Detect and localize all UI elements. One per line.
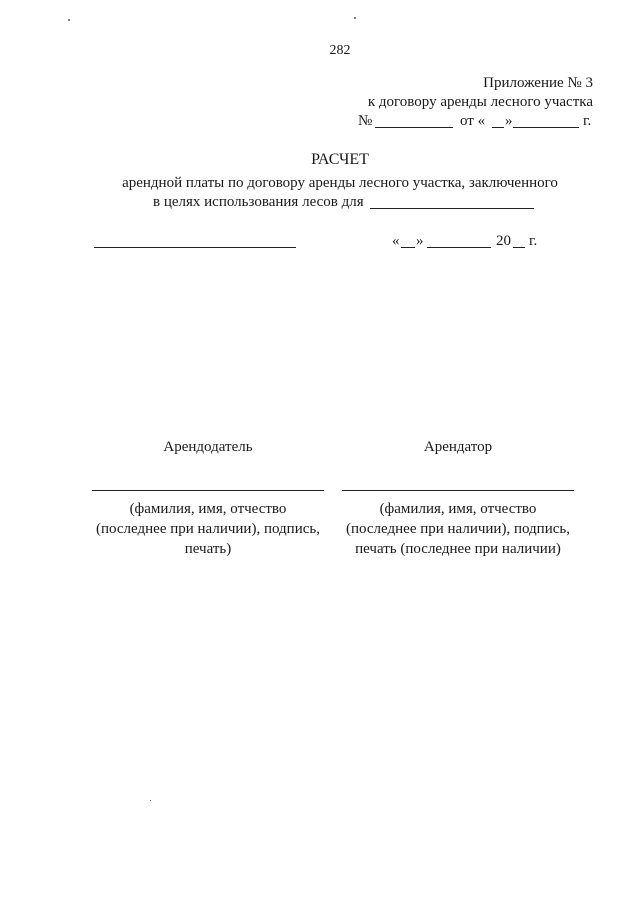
landlord-caption-line3: печать)	[184, 541, 232, 557]
appendix-subtitle: к договору аренды лесного участка	[367, 94, 593, 110]
tenant-caption-line1: (фамилия, имя, отчество	[379, 501, 537, 517]
page-number: 282	[329, 43, 351, 58]
calculation-date	[392, 232, 552, 252]
date-century: 20	[496, 233, 511, 249]
landlord-heading: Арендодатель	[163, 439, 253, 455]
number-sign: №	[358, 113, 373, 129]
purpose-blank	[370, 208, 534, 209]
landlord-caption-line2: (последнее при наличии), подпись,	[96, 521, 320, 537]
contract-month-blank	[513, 127, 579, 128]
date-year-blank	[513, 247, 525, 248]
date-open-quote: «	[392, 233, 400, 249]
year-suffix: г.	[583, 113, 592, 129]
date-close-quote: »	[416, 233, 424, 249]
landlord-caption-line1: (фамилия, имя, отчество	[129, 501, 287, 517]
date-year-suffix: г.	[529, 233, 538, 249]
document-subtitle-line1: арендной платы по договору аренды лесного участка, заключенного	[122, 175, 558, 191]
tenant-caption-line2: (последнее при наличии), подпись,	[346, 521, 570, 537]
scan-speck	[150, 800, 151, 801]
tenant-caption-line3: печать (последнее при наличии)	[355, 541, 561, 557]
tenant-heading: Арендатор	[423, 439, 493, 455]
document-title: РАСЧЕТ	[311, 151, 369, 168]
contract-day-blank	[492, 127, 504, 128]
contract-number-blank	[375, 127, 453, 128]
scan-speck	[68, 19, 70, 21]
landlord-signature-line	[92, 490, 324, 491]
date-month-blank	[427, 247, 491, 248]
purpose-label: в целях использования лесов для	[153, 194, 364, 210]
scan-speck	[354, 17, 356, 19]
quote-close: »	[505, 113, 513, 129]
from-label: от «	[460, 113, 486, 129]
document-subtitle-line2	[153, 193, 543, 213]
appendix-number-line	[358, 112, 598, 132]
appendix-title: Приложение № 3	[483, 75, 593, 91]
place-blank	[94, 247, 296, 248]
tenant-signature-line	[342, 490, 574, 491]
date-day-blank	[401, 247, 415, 248]
